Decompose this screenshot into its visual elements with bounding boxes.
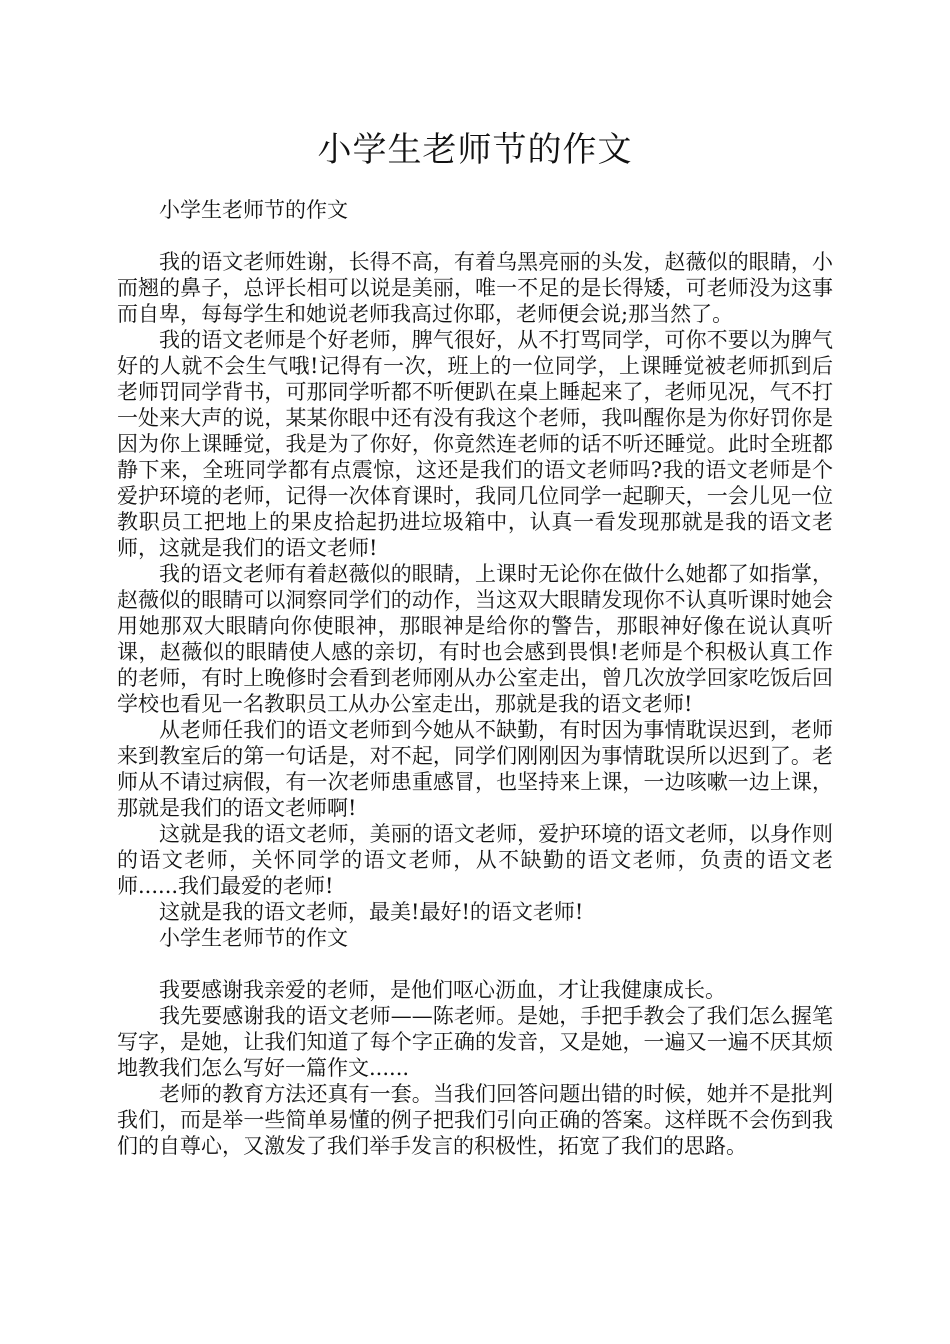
section-heading: 小学生老师节的作文 xyxy=(159,198,348,222)
paragraph: 我先要感谢我的语文老师——陈老师。是她，手把手教会了我们怎么握笔写字，是她，让我们知道了每个字正确的发音，又是她，一遍又一遍不厌其烦地教我们怎么写好一篇作文...... xyxy=(117,1004,833,1080)
section-2 xyxy=(117,925,833,1159)
paragraph: 从老师任我们的语文老师到今她从不缺勤，有时因为事情耽误迟到，老师来到教室后的第一句话是，对不起，同学们刚刚因为事情耽误所以迟到了。老师从不请过病假，有一次老师患重感冒，也坚持来上课，一边咳嗽一边上课，那就是我们的语文老师啊! xyxy=(117,718,833,820)
paragraph: 我要感谢我亲爱的老师，是他们呕心沥血，才让我健康成长。 xyxy=(159,978,726,1002)
paragraph: 老师的教育方法还真有一套。当我们回答问题出错的时候，她并不是批判我们，而是举一些简单易懂的例子把我们引向正确的答案。这样既不会伤到我们的自尊心，又激发了我们举手发言的积极性，拓宽了我们的思路。 xyxy=(117,1082,833,1158)
section-1 xyxy=(117,197,833,925)
paragraph: 我的语文老师是个好老师，脾气很好，从不打骂同学，可你不要以为脾气好的人就不会生气哦!记得有一次，班上的一位同学，上课睡觉被老师抓到后老师罚同学背书，可那同学听都不听便趴在桌上睡起来了，老师见况，气不打一处来大声的说，某某你眼中还有没有我这个老师，我叫醒你是为你好罚你是因为你上课睡觉，我是为了你好，你竟然连老师的话不听还睡觉。此时全班都静下来，全班同学都有点震惊，这还是我们的语文老师吗?我的语文老师是个爱护环境的老师，记得一次体育课时，我同几位同学一起聊天，一会儿见一位教职员工把地上的果皮拾起扔进垃圾箱中，认真一看发现那就是我的语文老师，这就是我们的语文老师! xyxy=(117,328,833,560)
document-page xyxy=(117,125,833,1159)
paragraph: 我的语文老师姓谢，长得不高，有着乌黑亮丽的头发，赵薇似的眼睛，小而翘的鼻子，总评长相可以说是美丽，唯一不足的是长得矮，可老师没为这事而自卑，每每学生和她说老师我高过你耶，老师便会说;那当然了。 xyxy=(117,250,833,326)
blank-line xyxy=(117,223,833,249)
paragraph: 这就是我的语文老师，美丽的语文老师，爱护环境的语文老师，以身作则的语文老师，关怀同学的语文老师，从不缺勤的语文老师，负责的语文老师......我们最爱的老师! xyxy=(117,822,833,898)
blank-line xyxy=(117,951,833,977)
section-heading: 小学生老师节的作文 xyxy=(159,926,348,950)
document-title: 小学生老师节的作文 xyxy=(317,130,633,170)
paragraph: 我的语文老师有着赵薇似的眼睛，上课时无论你在做什么她都了如指掌，赵薇似的眼睛可以洞察同学们的动作，当这双大眼睛发现你不认真听课时她会用她那双大眼睛向你使眼神，那眼神是给你的警告，那眼神好像在说认真听课，赵薇似的眼睛使人感的亲切，有时也会感到畏惧!老师是个积极认真工作的老师，有时上晚修时会看到老师刚从办公室走出，曾几次放学回家吃饭后回学校也看见一名教职员工从办公室走出，那就是我的语文老师! xyxy=(117,562,833,716)
paragraph: 这就是我的语文老师，最美!最好!的语文老师! xyxy=(159,900,584,924)
